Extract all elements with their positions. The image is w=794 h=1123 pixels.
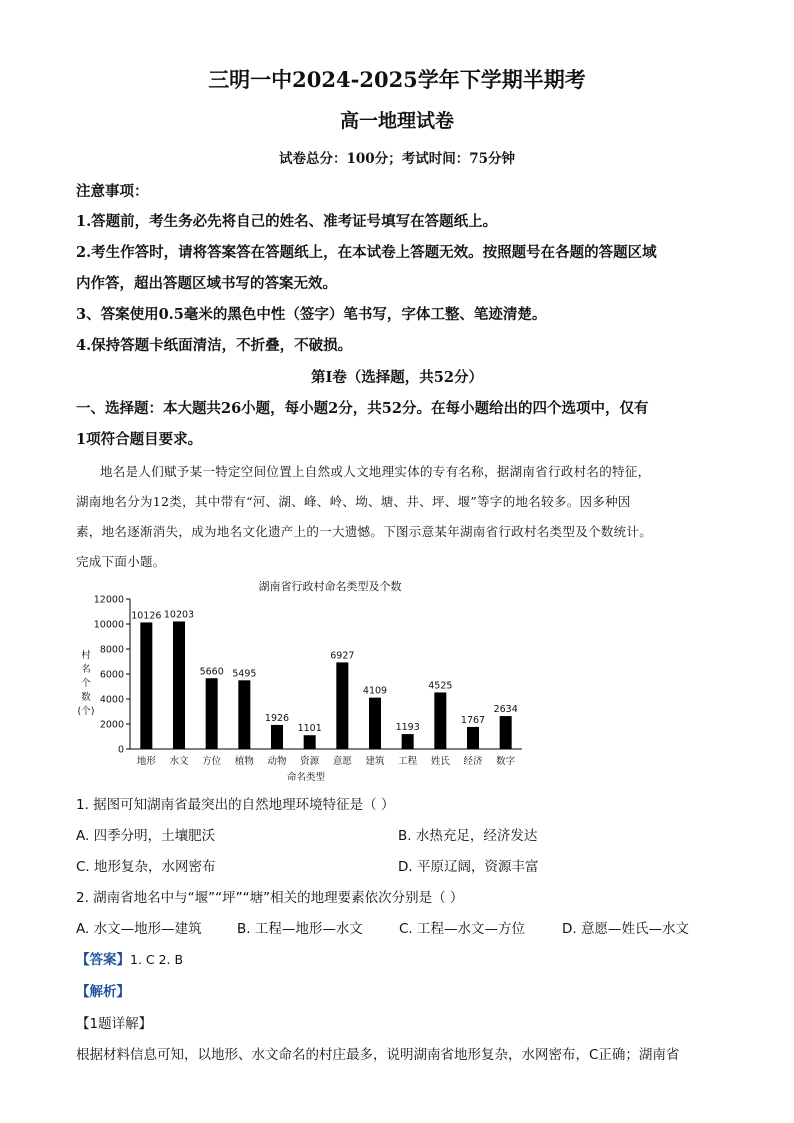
exam-info: 试卷总分：100分；考试时间：75分钟 [279, 151, 515, 167]
x-tick-label: 方位 [202, 756, 222, 767]
data-label: 6927 [330, 650, 355, 662]
bar [467, 727, 479, 749]
data-label: 10126 [131, 610, 162, 622]
answer-line [76, 948, 183, 968]
x-tick-label: 动物 [267, 756, 287, 767]
notice-item: 3、答案使用0.5毫米的黑色中性（签字）笔书写，字体工整、笔迹清楚。 [76, 306, 547, 323]
data-label: 1101 [297, 723, 322, 735]
question-2-option-c: C. 工程—水文—方位 [399, 921, 526, 937]
bar [271, 725, 283, 749]
bar [434, 692, 446, 749]
x-tick-label: 数字 [496, 756, 516, 767]
bar [140, 622, 152, 749]
x-tick-label: 地形 [136, 756, 156, 767]
data-label: 5495 [232, 668, 257, 680]
data-label: 5660 [199, 666, 224, 678]
data-label: 4109 [362, 685, 388, 697]
bar [206, 678, 218, 749]
answer-tag: 【答案】 [76, 952, 130, 968]
y-axis-title: 名 [81, 664, 91, 675]
y-axis-title: 数 [81, 692, 91, 703]
answer-text: 1. C 2. B [130, 952, 184, 967]
y-tick-label: 12000 [93, 594, 124, 606]
y-tick-label: 2000 [99, 719, 124, 731]
bar-chart [70, 592, 530, 792]
x-tick-label: 植物 [234, 756, 254, 767]
chart-title: 湖南省行政村命名类型及个数 [258, 580, 402, 593]
y-tick-label: 6000 [99, 669, 124, 681]
section-title: 第Ⅰ卷（选择题，共52分） [311, 369, 483, 386]
bar [304, 735, 316, 749]
x-tick-label: 经济 [463, 756, 483, 767]
detail-text: 根据材料信息可知，以地形、水文命名的村庄最多，说明湖南省地形复杂，水网密布，C正确；湖南省 [76, 1047, 680, 1063]
material-line: 素，地名逐渐消失，成为地名文化遗产上的一大遗憾。下图示意某年湖南省行政村名类型及个数统计。 [76, 524, 653, 539]
data-label: 4525 [428, 680, 453, 692]
question-1-stem: 1. 据图可知湖南省最突出的自然地理环境特征是（ ） [76, 797, 395, 813]
bar [500, 716, 512, 749]
x-tick-label: 资源 [300, 756, 320, 767]
y-tick-label: 8000 [99, 644, 124, 656]
bar [173, 621, 185, 749]
question-2-option-b: B. 工程—地形—水文 [237, 921, 363, 937]
bar [336, 662, 348, 749]
bar [238, 680, 250, 749]
question-2-option-d: D. 意愿—姓氏—水文 [562, 921, 689, 937]
question-1-option-a: A. 四季分明，土壤肥沃 [76, 828, 216, 844]
notice-item: 4.保持答题卡纸面清洁，不折叠，不破损。 [76, 337, 353, 354]
y-axis-title: 个 [81, 678, 91, 689]
analysis-tag: 【解析】 [76, 984, 130, 1000]
notice-heading: 注意事项： [76, 183, 149, 200]
x-tick-label: 姓氏 [430, 756, 450, 767]
material-line: 完成下面小题。 [76, 554, 166, 569]
data-label: 1193 [395, 722, 420, 734]
y-tick-label: 4000 [99, 694, 124, 706]
y-axis-title: (个) [77, 706, 95, 717]
question-2-option-a: A. 水文—地形—建筑 [76, 921, 202, 937]
exam-subtitle: 高一地理试卷 [339, 110, 454, 132]
y-tick-label: 10000 [93, 619, 124, 631]
y-tick-label: 0 [117, 744, 124, 756]
section-instruction: 1项符合题目要求。 [76, 431, 203, 448]
detail-tag: 【1题详解】 [76, 1016, 153, 1032]
bar [369, 698, 381, 749]
x-tick-label: 建筑 [365, 756, 385, 767]
data-label: 1926 [264, 712, 290, 724]
question-2-stem: 2. 湖南省地名中与“堰”“坪”“塘”相关的地理要素依次分别是（ ） [76, 890, 464, 906]
data-label: 2634 [493, 704, 518, 716]
notice-item: 内作答，超出答题区域书写的答案无效。 [76, 275, 337, 292]
material-line: 地名是人们赋予某一特定空间位置上自然或人文地理实体的专有名称，据湖南省行政村名的特征， [100, 464, 651, 479]
notice-item: 2.考生作答时，请将答案答在答题纸上，在本试卷上答题无效。按照题号在各题的答题区域 [76, 244, 657, 261]
x-tick-label: 工程 [398, 756, 418, 767]
x-tick-label: 意愿 [332, 756, 352, 767]
x-axis-title: 命名类型 [286, 772, 326, 783]
question-1-option-b: B. 水热充足，经济发达 [398, 828, 538, 844]
data-label: 1767 [460, 714, 486, 726]
bar [402, 734, 414, 749]
question-1-option-d: D. 平原辽阔，资源丰富 [398, 859, 539, 875]
material-line: 湖南地名分为12类，其中带有“河、湖、峰、岭、坳、塘、井、坪、堰”等字的地名较多。因多种因 [76, 494, 631, 509]
notice-item: 1.答题前，考生务必先将自己的姓名、准考证号填写在答题纸上。 [76, 213, 498, 230]
exam-title: 三明一中2024-2025学年下学期半期考 [208, 67, 586, 92]
section-instruction: 一、选择题：本大题共26小题，每小题2分，共52分。在每小题给出的四个选项中，仅有 [76, 400, 649, 417]
data-label: 10203 [163, 609, 195, 621]
x-tick-label: 水文 [169, 756, 189, 767]
y-axis-title: 村 [81, 650, 91, 661]
question-1-option-c: C. 地形复杂，水网密布 [76, 859, 216, 875]
